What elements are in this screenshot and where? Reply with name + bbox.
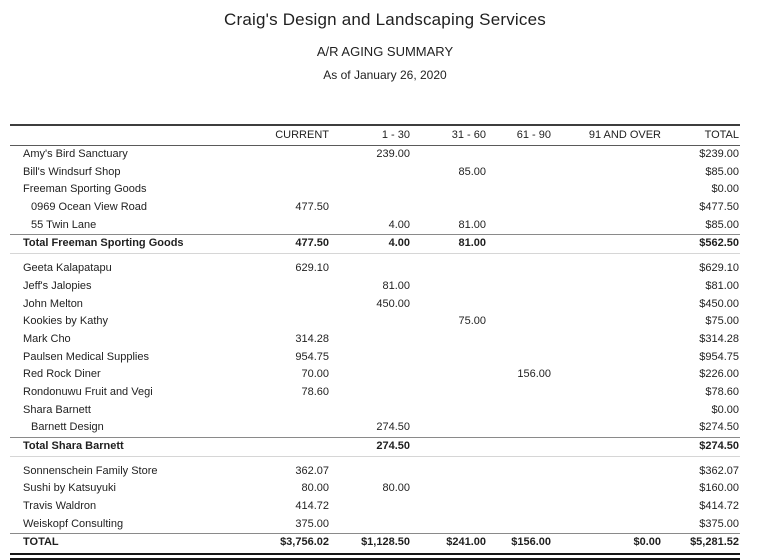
row-label: Mark Cho <box>23 332 71 345</box>
table-body <box>10 146 740 552</box>
row-label: 0969 Ocean View Road <box>31 201 147 214</box>
amount-31-60: 81.00 <box>458 218 486 231</box>
amount-total: $562.50 <box>699 237 739 250</box>
table-row <box>10 366 740 384</box>
grand-total-row <box>10 533 740 552</box>
table-row <box>10 260 740 278</box>
amount-1-30: 450.00 <box>376 297 410 310</box>
company-name: Craig's Design and Landscaping Services <box>224 10 546 29</box>
amount-1-30: $1,128.50 <box>361 536 410 549</box>
column-header-31-60: 31 - 60 <box>451 129 486 141</box>
amount-current: 70.00 <box>301 368 329 381</box>
table-row <box>10 516 740 534</box>
amount-1-30: 81.00 <box>382 279 410 292</box>
amount-1-30: 274.50 <box>376 421 410 434</box>
amount-total: $160.00 <box>699 482 739 495</box>
amount-current: 477.50 <box>295 237 329 250</box>
row-label: Bill's Windsurf Shop <box>23 165 121 178</box>
amount-total: $85.00 <box>705 218 739 231</box>
table-row <box>10 480 740 498</box>
row-label: TOTAL <box>23 536 59 549</box>
table-row <box>10 313 740 331</box>
aging-summary-table <box>10 124 740 560</box>
table-row <box>10 164 740 182</box>
amount-1-30: 274.50 <box>376 440 410 452</box>
amount-current: 78.60 <box>301 385 329 398</box>
row-label: Sushi by Katsuyuki <box>23 482 116 495</box>
bottom-double-rule <box>10 553 740 560</box>
table-row <box>10 402 740 420</box>
row-label: Kookies by Kathy <box>23 315 108 328</box>
table-row <box>10 498 740 516</box>
row-label: Freeman Sporting Goods <box>23 183 147 196</box>
amount-current: 375.00 <box>295 517 329 530</box>
report-date: As of January 26, 2020 <box>323 68 447 82</box>
amount-total: $0.00 <box>711 403 739 416</box>
row-label: Sonnenschein Family Store <box>23 464 158 477</box>
amount-total: $629.10 <box>699 262 739 275</box>
row-label: Jeff's Jalopies <box>23 279 92 292</box>
table-row <box>10 278 740 296</box>
amount-total: $375.00 <box>699 517 739 530</box>
row-label: Travis Waldron <box>23 500 97 513</box>
amount-total: $477.50 <box>699 201 739 214</box>
amount-total: $954.75 <box>699 350 739 363</box>
table-row <box>10 146 740 164</box>
subtotal-row <box>10 234 740 254</box>
table-row <box>10 384 740 402</box>
amount-current: 80.00 <box>301 482 329 495</box>
column-header-61-90: 61 - 90 <box>516 129 551 141</box>
amount-31-60: 85.00 <box>458 165 486 178</box>
table-row <box>10 331 740 349</box>
amount-total: $274.50 <box>699 421 739 434</box>
amount-total: $81.00 <box>705 279 739 292</box>
amount-total: $450.00 <box>699 297 739 310</box>
row-label: 55 Twin Lane <box>31 218 97 231</box>
amount-31-60: 81.00 <box>458 237 486 250</box>
amount-current: 314.28 <box>295 332 329 345</box>
column-header-1-30: 1 - 30 <box>381 129 410 141</box>
amount-current: $3,756.02 <box>280 536 329 549</box>
column-header-total: TOTAL <box>704 129 739 141</box>
table-row <box>10 217 740 235</box>
amount-current: 629.10 <box>295 262 329 275</box>
row-label: Paulsen Medical Supplies <box>23 350 149 363</box>
row-label: Weiskopf Consulting <box>23 517 124 530</box>
amount-current: 362.07 <box>295 464 329 477</box>
amount-91-over: $0.00 <box>633 536 661 549</box>
row-label: Barnett Design <box>31 421 104 434</box>
amount-61-90: $156.00 <box>511 536 551 549</box>
row-label: John Melton <box>23 297 83 310</box>
table-row <box>10 181 740 199</box>
table-header-row <box>10 124 740 146</box>
table-row <box>10 296 740 314</box>
table-row <box>10 463 740 481</box>
amount-current: 477.50 <box>295 201 329 214</box>
row-label: Red Rock Diner <box>23 368 101 381</box>
table-row <box>10 199 740 217</box>
amount-1-30: 4.00 <box>388 237 410 250</box>
table-row <box>10 349 740 367</box>
row-label: Total Shara Barnett <box>23 440 124 452</box>
row-label: Total Freeman Sporting Goods <box>23 237 184 250</box>
subtotal-row <box>10 437 740 457</box>
amount-total: $0.00 <box>711 183 739 196</box>
report-title: A/R AGING SUMMARY <box>316 44 454 59</box>
amount-total: $239.00 <box>699 148 739 160</box>
row-label: Amy's Bird Sanctuary <box>23 148 128 160</box>
row-label: Shara Barnett <box>23 403 91 416</box>
amount-total: $414.72 <box>699 500 739 513</box>
amount-31-60: 75.00 <box>458 315 486 328</box>
amount-total: $78.60 <box>705 385 739 398</box>
amount-total: $226.00 <box>699 368 739 381</box>
amount-31-60: $241.00 <box>446 536 486 549</box>
amount-total: $75.00 <box>705 315 739 328</box>
amount-1-30: 4.00 <box>388 218 410 231</box>
amount-total: $274.50 <box>699 440 739 452</box>
report-header <box>0 0 770 82</box>
amount-total: $314.28 <box>699 332 739 345</box>
row-label: Rondonuwu Fruit and Vegi <box>23 385 153 398</box>
amount-current: 954.75 <box>295 350 329 363</box>
amount-total: $362.07 <box>699 464 739 477</box>
column-header-91-and-over: 91 AND OVER <box>588 129 661 141</box>
amount-total: $85.00 <box>705 165 739 178</box>
column-header-current: CURRENT <box>275 129 329 141</box>
amount-61-90: 156.00 <box>517 368 551 381</box>
amount-total: $5,281.52 <box>690 536 739 549</box>
amount-current: 414.72 <box>295 500 329 513</box>
row-label: Geeta Kalapatapu <box>23 262 112 275</box>
amount-1-30: 80.00 <box>382 482 410 495</box>
table-row <box>10 419 740 437</box>
amount-1-30: 239.00 <box>376 148 410 160</box>
